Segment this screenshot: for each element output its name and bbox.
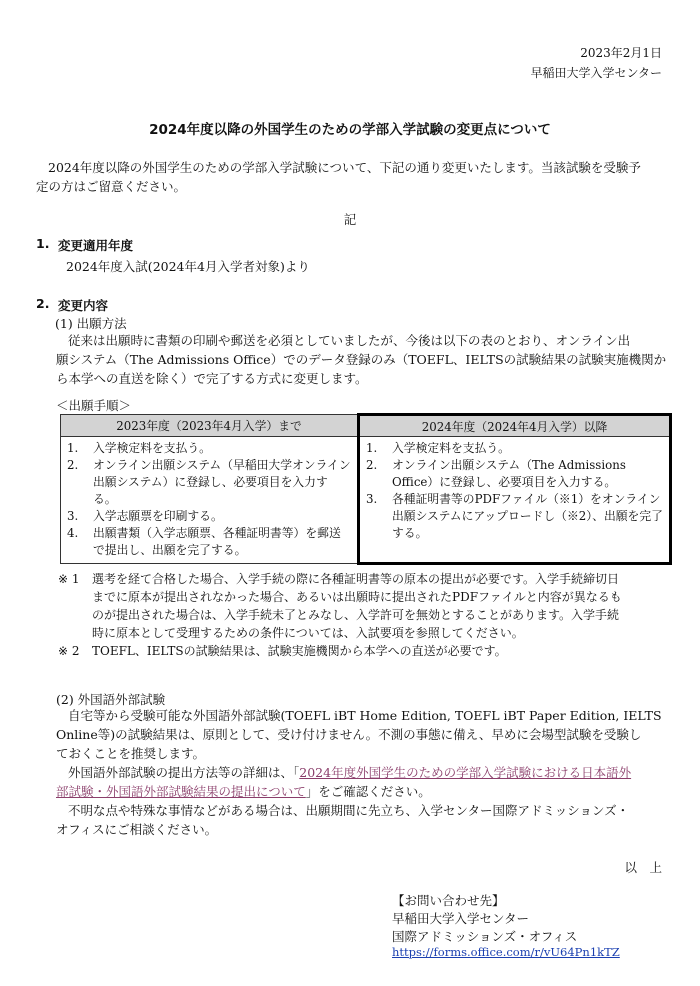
subsection-2-p2-suffix: 」をご確認ください。 (305, 784, 431, 799)
subsection-2-p1-line-1: 自宅等から受験可能な外国語外部試験(TOEFL iBT Home Edition, TOEFL iBT Paper Edition, IELTS (68, 708, 662, 723)
intro-line-2: 定の方はご留意ください。 (36, 179, 187, 194)
right-steps-cell (359, 437, 671, 564)
note-1-mark: ※ 1 (58, 572, 80, 586)
section-1-body: 2024年度入試(2024年4月入学者対象)より (66, 259, 310, 274)
section-2-heading: 変更内容 (58, 298, 109, 313)
table-header-2023: 2023年度（2023年4月入学）まで (61, 415, 359, 437)
note-1-line-3: のが提出された場合は、入学手続未了とみなし、入学許可を無効とすることがあります。入学手続 (92, 608, 620, 622)
list-item: 3. 各種証明書等のPDFファイル（※1）をオンライン出願システムにアップロードし（※2）、出願を完了する。 (366, 492, 663, 540)
subsection-2-p3-line-1: 不明な点や特殊な事情などがある場合は、出願期間に先立ち、入学センター国際アドミッションズ・ (68, 803, 630, 818)
submission-guide-link-cont[interactable]: 部試験・外国語外部試験結果の提出について (56, 784, 306, 799)
note-1-line-1: 選考を経て合格した場合、入学手続の際に各種証明書等の原本の提出が必要です。入学手続締切日 (92, 572, 620, 586)
subsection-2-p1-line-3: ておくことを推奨します。 (56, 746, 206, 761)
note-2-line-1: TOEFL、IELTSの試験結果は、試験実施機関から本学への直送が必要です。 (92, 644, 507, 658)
list-item: 4. 出願書類（入学志願票、各種証明書等）を郵送で提出し、出願を完了する。 (67, 526, 341, 557)
subsection-1-line-2: 願システム（The Admissions Office）でのデータ登録のみ（TOEFL、IELTSの試験結果の試験実施機関か (56, 352, 667, 367)
list-item: 2. オンライン出願システム（The Admissions Office）に登録し、必要項目を入力する。 (366, 458, 626, 489)
subsection-1-line-3: ら本学への直送を除く）で完了する方式に変更します。 (56, 371, 368, 386)
ki-marker: 記 (343, 212, 357, 227)
subsection-2-p3-line-2: オフィスにご相談ください。 (56, 822, 218, 837)
subsection-1-title: (1) 出願方法 (55, 316, 127, 331)
note-1-line-4: 時に原本として受理するための条件については、入試要項を参照してください。 (92, 626, 524, 640)
closing-ijou: 以 上 (624, 860, 662, 875)
subsection-2-p2-line-2 (56, 782, 431, 801)
section-1-heading: 変更適用年度 (58, 238, 134, 253)
subsection-2-p1-line-2: Online等)の試験結果は、原則として、受け付けません。不測の事態に備え、早めに会場型試験を受験し (56, 727, 642, 742)
left-steps-cell (61, 437, 359, 564)
intro-line-1: 2024年度以降の外国学生のための学部入学試験について、下記の通り変更いたします。当該試験を受験予 (48, 160, 641, 175)
subsection-2-title: (2) 外国語外部試験 (56, 692, 166, 707)
contact-office: 国際アドミッションズ・オフィス (392, 929, 578, 944)
submission-guide-link[interactable]: 2024年度外国学生のための学部入学試験における日本語外 (299, 765, 632, 780)
list-item: 3. 入学志願票を印刷する。 (67, 509, 223, 523)
subsection-1-line-1: 従来は出願時に書類の印刷や郵送を必須としていましたが、今後は以下の表のとおり、オンライン出 (68, 333, 631, 348)
contact-form-link[interactable]: https://forms.office.com/r/vU64Pn1kTZ (392, 945, 620, 959)
subsection-2-p2-line-1 (68, 763, 631, 782)
table-caption: ＜出願手順＞ (56, 398, 132, 413)
document-title: 2024年度以降の外国学生のための学部入学試験の変更点について (149, 122, 551, 138)
note-2-mark: ※ 2 (58, 644, 80, 658)
contact-org: 早稲田大学入学センター (392, 911, 530, 926)
application-procedure-table (60, 413, 672, 565)
issuer-name: 早稲田大学入学センター (530, 66, 662, 80)
table-header-2024: 2024年度（2024年4月入学）以降 (359, 415, 671, 437)
subsection-2-p2-prefix: 外国語外部試験の提出方法等の詳細は、「 (68, 765, 300, 780)
section-1-number: 1. (36, 236, 50, 251)
list-item: 1. 入学検定料を支払う。 (67, 441, 211, 455)
list-item: 2. オンライン出願システム（早稲田大学オンライン出願システム）に登録し、必要項目を入力する。 (67, 458, 351, 506)
issue-date: 2023年2月1日 (580, 46, 662, 60)
note-1-line-2: までに原本が提出されなかった場合、あるいは出願時に提出されたPDFファイルと内容が異なるも (92, 590, 622, 604)
section-2-number: 2. (36, 296, 50, 311)
contact-label: 【お問い合わせ先】 (392, 893, 505, 908)
list-item: 1. 入学検定料を支払う。 (366, 441, 510, 455)
